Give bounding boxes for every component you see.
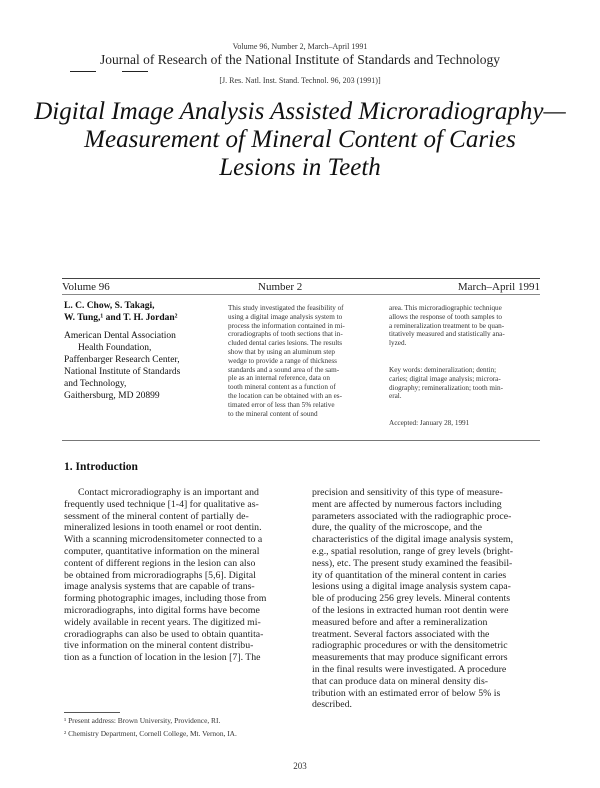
affiliation-line: Health Foundation, xyxy=(78,343,152,353)
volume: Volume 96 xyxy=(62,281,110,293)
text-line: lesions using a digital image analysis system capa- xyxy=(312,581,511,593)
text-line: mineralized lesions in tooth enamel or root dentin. xyxy=(64,522,262,534)
abstract-bottom-rule xyxy=(62,440,540,441)
abstract-line: area. This microradiographic technique xyxy=(389,304,502,312)
footnote-rule xyxy=(64,712,120,713)
text-line: tribution with an estimated error of below 5% is xyxy=(312,687,501,699)
header-rule-segment xyxy=(122,71,148,72)
text-line: treatment. Several factors associated with the xyxy=(312,628,490,640)
keywords xyxy=(389,366,539,401)
abstract-line: allows the response of tooth samples to xyxy=(389,312,502,321)
text-line: tive information on the mineral content distribu- xyxy=(64,640,254,652)
header-rule-segment xyxy=(70,71,96,72)
title-line: Digital Image Analysis Assisted Microradiography— xyxy=(34,98,566,125)
text-line: image analysis systems that are capable of trans- xyxy=(64,581,255,593)
keywords-line: caries; digital image analysis; microra- xyxy=(389,374,501,383)
abstract-line: process the information contained in mi- xyxy=(228,321,345,330)
abstract-line: timated error of less than 5% relative xyxy=(228,400,335,409)
affiliation-line: Paffenbarger Research Center, xyxy=(64,355,180,365)
abstract-line: ple as an internal reference, data on xyxy=(228,374,330,383)
text-line: radiographic procedures or with the densitometric xyxy=(312,640,508,652)
text-line: forming photographic images, including those from xyxy=(64,593,267,605)
text-line: ment are affected by numerous factors including xyxy=(312,498,502,510)
text-line: measurements that may produce significant errors xyxy=(312,652,508,664)
meta-top-rule xyxy=(62,278,540,279)
affiliation-line: Gaithersburg, MD 20899 xyxy=(64,391,160,401)
title-line: Lesions in Teeth xyxy=(219,154,381,181)
issue-line: Volume 96, Number 2, March–April 1991 xyxy=(232,42,368,51)
abstract-line: lyzed. xyxy=(389,339,407,348)
abstract-line: This study investigated the feasibility of xyxy=(228,304,344,312)
text-line: ble of producing 256 grey levels. Mineral contents xyxy=(312,593,511,605)
issue-date: March–April 1991 xyxy=(457,281,540,293)
affiliation-line: American Dental Association xyxy=(64,331,176,341)
authors-block xyxy=(64,300,234,402)
abstract-line: show that by using an aluminum step xyxy=(228,347,336,356)
number: Number 2 xyxy=(258,281,303,293)
abstract-line: tooth mineral content as a function of xyxy=(228,383,336,392)
article-title xyxy=(0,98,600,182)
text-line: measured before and after a remineralization xyxy=(312,616,488,628)
page-number: 203 xyxy=(293,761,307,771)
abstract-line: croradiographs of tooth sections that in- xyxy=(228,330,343,339)
journal-title: Journal of Research of the National Institute of Standards and Technology xyxy=(100,52,500,67)
abstract-line: to the mineral content of sound xyxy=(228,409,318,418)
intro-left-column xyxy=(64,487,290,664)
text-line: in the final results were investigated. A procedure xyxy=(312,663,507,675)
keywords-line: eral. xyxy=(389,392,402,401)
text-line: parameters associated with the radiographic proce- xyxy=(312,510,512,522)
affiliation-line: National Institute of Standards xyxy=(64,367,181,377)
text-line: dure, the quality of the microscope, and the xyxy=(312,522,483,534)
text-line: ity of quantitation of the mineral content in caries xyxy=(312,569,507,581)
abstract-line: titatively measured and statistically ana- xyxy=(389,330,505,339)
keywords-line: diography; remineralization; tooth min- xyxy=(389,383,503,392)
abstract-line: wedge to provide a range of thickness xyxy=(228,356,337,365)
text-line: described. xyxy=(312,699,352,711)
abstract-line: cluded dental caries lesions. The results xyxy=(228,339,343,348)
text-line: sessment of the mineral content of partially de- xyxy=(64,510,249,522)
abstract-line: the location can be obtained with an es- xyxy=(228,391,342,400)
text-line: widely available in recent years. The digitized mi- xyxy=(64,616,261,628)
text-line: ness), etc. The present study examined the feasibil- xyxy=(312,557,513,569)
abstract-line: a remineralization treatment to be quan- xyxy=(389,321,505,330)
intro-right-column xyxy=(312,487,538,711)
text-line: Contact microradiography is an important and xyxy=(78,487,259,498)
footnote: ² Chemistry Department, Cornell College, Mt. Vernon, IA. xyxy=(64,729,237,738)
text-line: precision and sensitivity of this type of measure- xyxy=(312,487,503,498)
accepted-date: Accepted: January 28, 1991 xyxy=(389,419,470,428)
text-line: e.g., spatial resolution, range of grey levels (bright- xyxy=(312,545,514,557)
abstract-column-1 xyxy=(228,304,370,418)
text-line: frequently used technique [1-4] for qualitative as- xyxy=(64,498,259,510)
footnote: ¹ Present address: Brown University, Providence, RI. xyxy=(64,716,221,725)
citation: [J. Res. Natl. Inst. Stand. Technol. 96, 203 (1991)] xyxy=(219,76,381,85)
meta-bottom-rule xyxy=(62,294,540,295)
title-line: Measurement of Mineral Content of Caries xyxy=(84,126,516,153)
footnotes xyxy=(64,716,304,739)
affiliation-line: and Technology, xyxy=(64,379,127,389)
text-line: With a scanning microdensitometer connected to a xyxy=(64,534,263,546)
text-line: croradiographs can also be used to obtain quantita- xyxy=(64,628,264,640)
text-line: of the lesions in extracted human root dentin were xyxy=(312,604,509,616)
keywords-line: Key words: demineralization; dentin; xyxy=(389,365,497,374)
section-heading-introduction: 1. Introduction xyxy=(64,461,138,473)
abstract-line: standards and a sound area of the sam- xyxy=(228,365,340,374)
text-line: that can produce data on mineral density dis- xyxy=(312,675,489,687)
text-line: computer, quantitative information on the mineral xyxy=(64,545,260,557)
text-line: microradiographs, into digital forms have become xyxy=(64,604,260,616)
text-line: characteristics of the digital image analysis system, xyxy=(312,534,514,546)
author-names: W. Tung,¹ and T. H. Jordan² xyxy=(64,313,178,323)
abstract-column-2 xyxy=(389,304,539,428)
abstract-line: using a digital image analysis system to xyxy=(228,312,343,321)
text-line: content of different regions in the lesion can also xyxy=(64,557,256,569)
text-line: be obtained from microradiographs [5,6]. Digital xyxy=(64,569,256,581)
text-line: tion as a function of location in the lesion [7]. The xyxy=(64,652,261,664)
author-names: L. C. Chow, S. Takagi, xyxy=(64,301,155,311)
